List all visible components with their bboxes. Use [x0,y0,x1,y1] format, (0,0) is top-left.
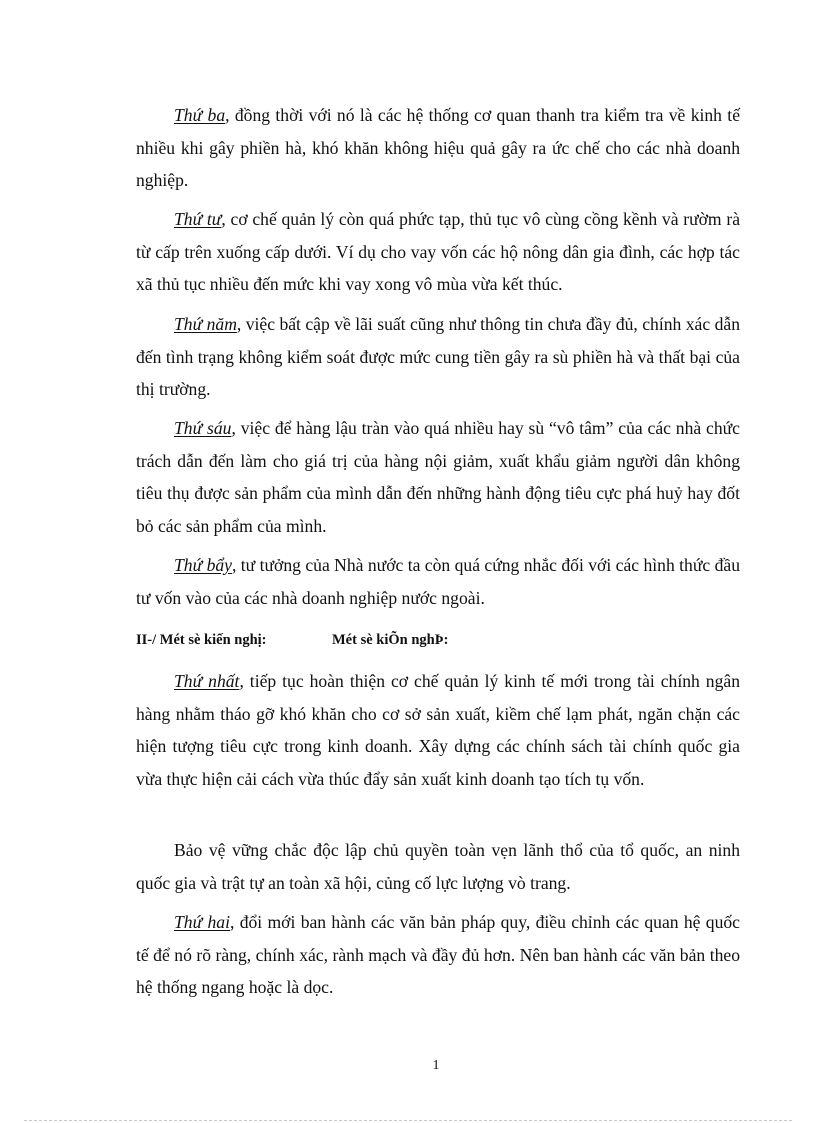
section-heading-left: II-/ Mét sè kiến nghị: [136,632,267,648]
paragraph-lead: Thứ ba [174,105,226,125]
paragraph-lead: Thứ hai [174,912,230,932]
paragraph-lead: Thứ năm [174,314,237,334]
paragraph-body: , đồng thời với nó là các hệ thống cơ quan thanh tra kiểm tra về kinh tế nhiều khi gây phiền hà, khó khăn không hiệu quả gây ra ức chế cho các nhà doanh nghiệp. [136,105,741,190]
paragraph-body: , cơ chế quản lý còn quá phức tạp, thủ tục vô cùng cồng kềnh và rườm rà từ cấp trên xuống cấp dưới. Ví dụ cho vay vốn các hộ nông dân gia đình, các hợp tác xã thủ tục nhiều đến mức khi vay xong vô mùa vừa kết thúc. [136,209,740,294]
section-heading [136,632,448,649]
paragraph-thu-hai [136,906,740,1004]
paragraph-lead: Thứ tư [174,209,222,229]
paragraph-bao-ve [136,834,740,899]
paragraph-lead: Thứ sáu [174,418,232,438]
paragraph-body: , tư tưởng của Nhà nước ta còn quá cứng nhắc đối với các hình thức đầu tư vốn vào của các nhà doanh nghiệp nước ngoài. [136,555,740,608]
paragraph-body: , việc để hàng lậu tràn vào quá nhiều hay sù “vô tâm” của các nhà chức trách dẫn đến làm cho giá trị của hàng nội giảm, xuất khẩu giảm người dân không tiêu thụ được sản phẩm của mình dẫn đến những hành động tiêu cực phá huỷ hay đốt bỏ các sản phẩm của mình. [136,418,740,536]
paragraph-thu-bay [136,549,740,614]
section-heading-right: Mét sè kiÕn nghÞ: [332,632,449,648]
paragraph-body: , tiếp tục hoàn thiện cơ chế quản lý kinh tế mới trong tài chính ngân hàng nhằm tháo gỡ khó khăn cho cơ sở sản xuất, kiềm chế lạm phát, ngăn chặn các hiện tượng tiêu cực trong kinh doanh. Xây dựng các chính sách tài chính quốc gia vừa thực hiện cải cách vừa thúc đẩy sản xuất kinh doanh tạo tích tụ vốn. [136,671,740,789]
page-break-divider [24,1120,792,1121]
paragraph-lead: Thứ nhất [174,671,240,691]
paragraph-thu-nam [136,308,740,406]
paragraph-lead: Thứ bẩy [174,555,232,575]
paragraph-thu-sau [136,412,740,542]
paragraph-thu-ba [136,99,740,197]
paragraph-body: , đổi mới ban hành các văn bản pháp quy, điều chỉnh các quan hệ quốc tế để nó rõ ràng, chính xác, rành mạch và đầy đủ hơn. Nên ban hành các văn bản theo hệ thống ngang hoặc là dọc. [136,912,740,997]
paragraph-body: Bảo vệ vững chắc độc lập chủ quyền toàn vẹn lãnh thổ của tổ quốc, an ninh quốc gia và trật tự an toàn xã hội, củng cố lực lượng vò trang. [136,840,740,893]
page-number: 1 [432,1058,440,1073]
paragraph-thu-tu [136,203,740,301]
paragraph-thu-nhat [136,665,740,795]
paragraph-body: , việc bất cập về lãi suất cũng như thông tin chưa đầy đủ, chính xác dẫn đến tình trạng không kiểm soát được mức cung tiền gây ra sù phiền hà và thất bại của thị trường. [136,314,740,399]
